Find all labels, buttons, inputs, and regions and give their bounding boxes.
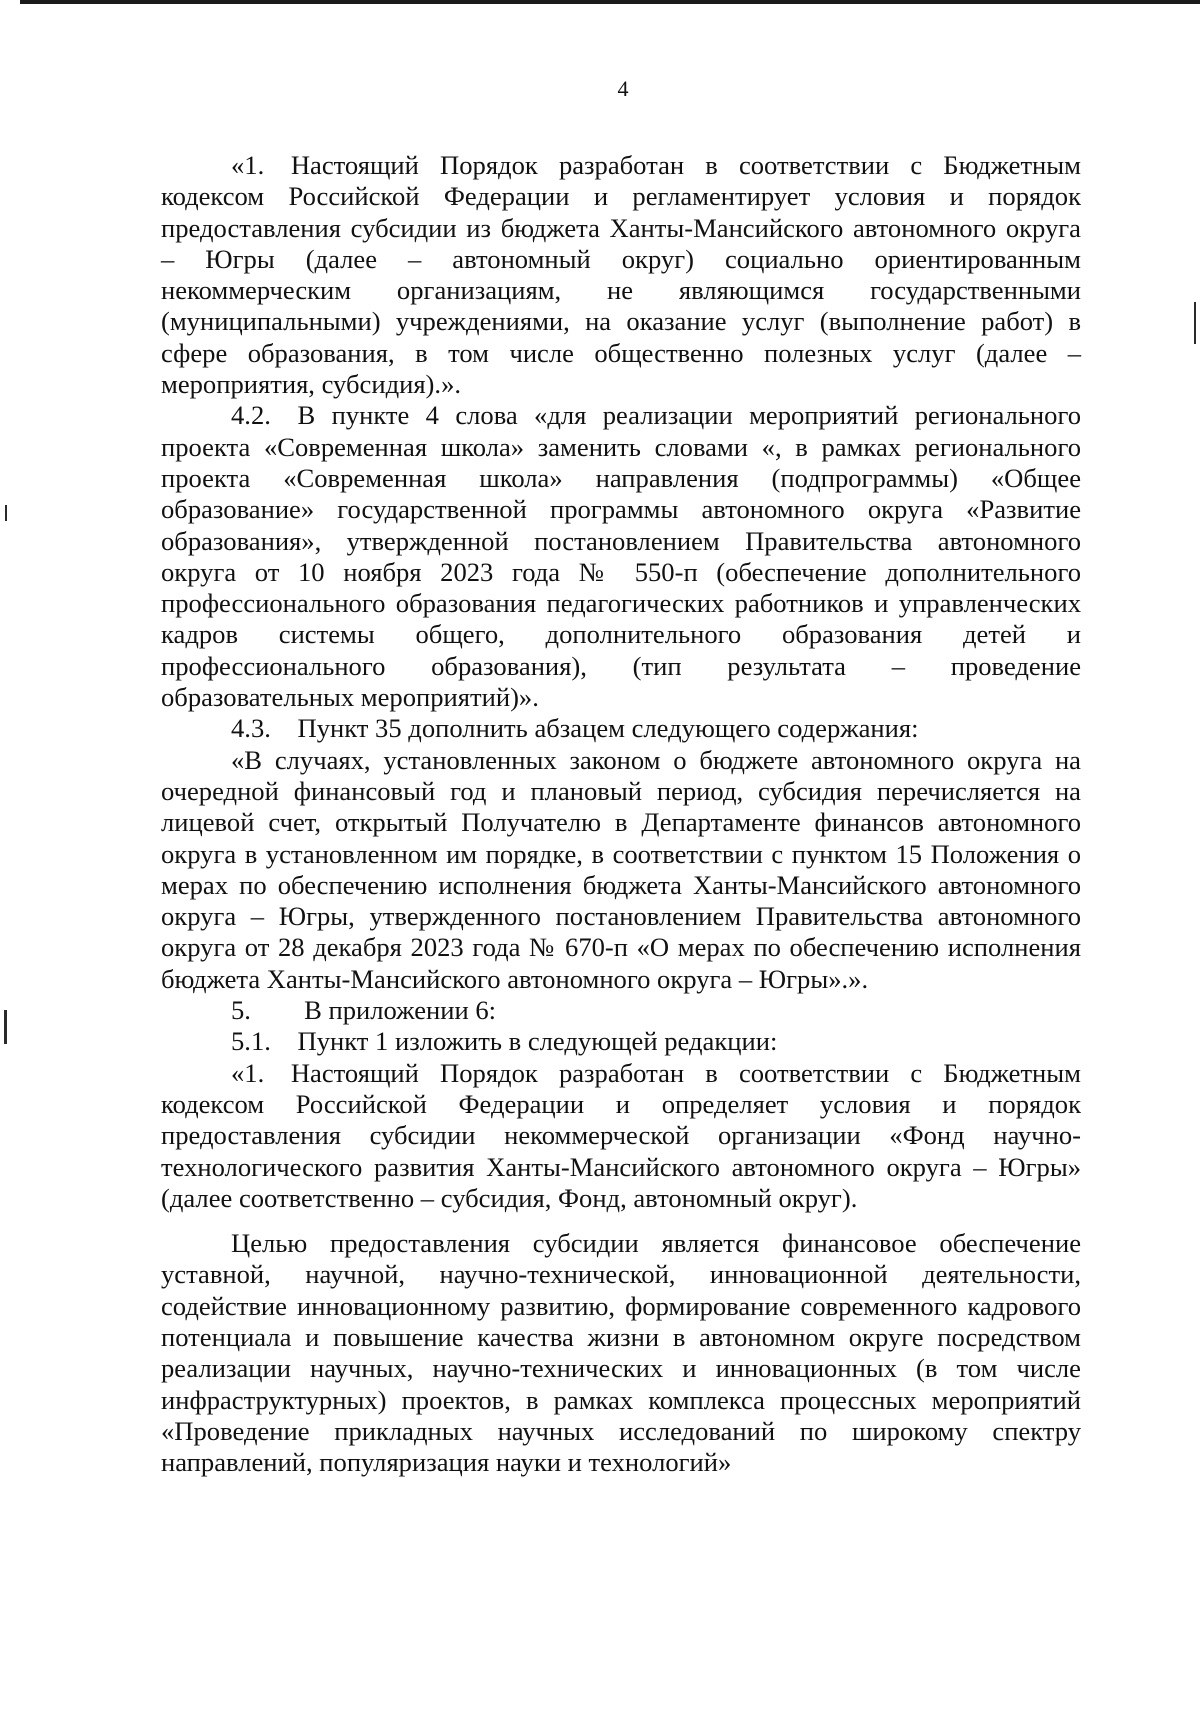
scan-artifact-left xyxy=(4,1010,7,1044)
paragraph-item-4-2: 4.2. В пункте 4 слова «для реализации мероприятий регионального проекта «Современная школа» заменить словами «, в рамках регионального проекта «Современная школа» направления (подпрограммы) «Общее образование» государственной программы автономного округа «Развитие образования», утвержденной постановлением Правительства автономного округа от 10 ноября 2023 года № 550-п (обеспечение дополнительного профессионального образования педагогических работников и управленческих кадров системы общего, дополнительного образования детей и профессионального образования), (тип результата – проведение образовательных мероприятий)». xyxy=(161,400,1081,713)
paragraph-subsidy-purpose: Целью предоставления субсидии является финансовое обеспечение уставной, научной, научно-технической, инновационной деятельности, содействие инновационному развитию, формирование современного кадрового потенциала и повышение качества жизни в автономном округе посредством реализации научных, научно-технических и инновационных (в том числе инфраструктурных) проектов, в рамках комплекса процессных мероприятий «Проведение прикладных научных исследований по широкому спектру направлений, популяризация науки и технологий» xyxy=(161,1228,1081,1478)
scan-artifact-left-small xyxy=(5,505,7,521)
paragraph-item-5: 5. В приложении 6: xyxy=(231,995,497,1026)
paragraph-quote-item-1: «1. Настоящий Порядок разработан в соответствии с Бюджетным кодексом Российской Федерации и определяет условия и порядок предоставления субсидии некоммерческой организации «Фонд научно-технологического развития Ханты-Мансийского автономного округа – Югры» (далее соответственно – субсидия, Фонд, автономный округ). xyxy=(161,1057,1081,1213)
paragraph-quote-budget-law: «В случаях, установленных законом о бюджете автономного округа на очередной финансовый год и плановый период, субсидия перечисляется на лицевой счет, открытый Получателю в Департаменте финансов автономного округа в установленном им порядке, в соответствии с пунктом 15 Положения о мерах по обеспечению исполнения бюджета Ханты-Мансийского автономного округа – Югры, утвержденного постановлением Правительства автономного округа от 28 декабря 2023 года № 670-п «О мерах по обеспечению исполнения бюджета Ханты-Мансийского автономного округа – Югры».». xyxy=(161,744,1081,994)
paragraph-item-5-1: 5.1. Пункт 1 изложить в следующей редакции: xyxy=(231,1026,778,1057)
scan-artifact-right xyxy=(1194,302,1196,344)
document-body xyxy=(161,150,1081,1478)
page-number: 4 xyxy=(617,76,629,101)
top-border-line xyxy=(20,0,1200,4)
paragraph-item-1: «1. Настоящий Порядок разработан в соответствии с Бюджетным кодексом Российской Федерации и регламентирует условия и порядок предоставления субсидии из бюджета Ханты-Мансийского автономного округа – Югры (далее – автономный округ) социально ориентированным некоммерческим организациям, не являющимся государственными (муниципальными) учреждениями, на оказание услуг (выполнение работ) в сфере образования, в том числе общественно полезных услуг (далее – мероприятия, субсидия).». xyxy=(161,150,1081,400)
paragraph-item-4-3: 4.3. Пункт 35 дополнить абзацем следующего содержания: xyxy=(231,713,919,744)
